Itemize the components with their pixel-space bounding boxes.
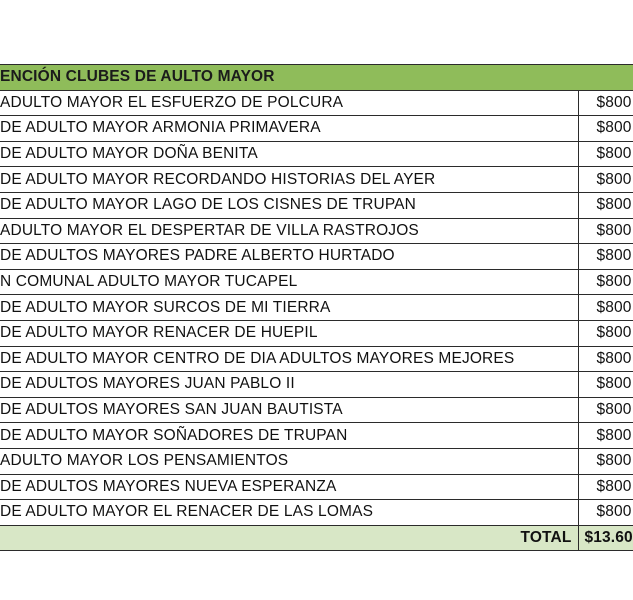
club-name-cell[interactable]: DE ADULTOS MAYORES NUEVA ESPERANZA [0,474,578,500]
club-name-cell[interactable]: N COMUNAL ADULTO MAYOR TUCAPEL [0,269,578,295]
club-name-cell[interactable]: DE ADULTO MAYOR DOÑA BENITA [0,141,578,167]
total-amount-cell[interactable]: $13.60 [578,525,633,551]
header-row [0,65,633,91]
club-name-cell[interactable]: ADULTO MAYOR LOS PENSAMIENTOS [0,448,578,474]
table-row [0,116,633,142]
club-name-cell[interactable]: DE ADULTO MAYOR ARMONIA PRIMAVERA [0,116,578,142]
total-label-cell[interactable]: TOTAL [0,525,578,551]
table-row [0,448,633,474]
table-row [0,218,633,244]
table-row [0,397,633,423]
club-name-cell[interactable]: DE ADULTOS MAYORES SAN JUAN BAUTISTA [0,397,578,423]
amount-cell[interactable]: $800 [578,474,633,500]
amount-cell[interactable]: $800 [578,423,633,449]
amount-cell[interactable]: $800 [578,244,633,270]
table-row [0,167,633,193]
amount-cell[interactable]: $800 [578,167,633,193]
club-name-cell[interactable]: DE ADULTOS MAYORES PADRE ALBERTO HURTADO [0,244,578,270]
club-name-cell[interactable]: DE ADULTO MAYOR EL RENACER DE LAS LOMAS [0,500,578,526]
table-row [0,320,633,346]
club-name-cell[interactable]: DE ADULTO MAYOR SURCOS DE MI TIERRA [0,295,578,321]
table-row [0,500,633,526]
table-row [0,269,633,295]
table-row [0,423,633,449]
spreadsheet-body [0,65,633,551]
amount-cell[interactable]: $800 [578,192,633,218]
table-row [0,90,633,116]
amount-cell[interactable]: $800 [578,372,633,398]
club-name-cell[interactable]: DE ADULTO MAYOR RENACER DE HUEPIL [0,320,578,346]
table-row [0,346,633,372]
club-name-cell[interactable]: DE ADULTOS MAYORES JUAN PABLO II [0,372,578,398]
table-row [0,474,633,500]
amount-cell[interactable]: $800 [578,448,633,474]
club-name-cell[interactable]: DE ADULTO MAYOR CENTRO DE DIA ADULTOS MAYORES MEJORES [0,346,578,372]
header-cell[interactable]: ENCIÓN CLUBES DE AULTO MAYOR [0,65,633,91]
amount-cell[interactable]: $800 [578,397,633,423]
amount-cell[interactable]: $800 [578,500,633,526]
table-row [0,372,633,398]
amount-cell[interactable]: $800 [578,141,633,167]
table-row [0,141,633,167]
amount-cell[interactable]: $800 [578,116,633,142]
amount-cell[interactable]: $800 [578,218,633,244]
amount-cell[interactable]: $800 [578,90,633,116]
amount-cell[interactable]: $800 [578,269,633,295]
table-row [0,192,633,218]
total-row [0,525,633,551]
amount-cell[interactable]: $800 [578,346,633,372]
table-row [0,244,633,270]
table-row [0,295,633,321]
club-name-cell[interactable]: DE ADULTO MAYOR SOÑADORES DE TRUPAN [0,423,578,449]
club-name-cell[interactable]: DE ADULTO MAYOR LAGO DE LOS CISNES DE TRUPAN [0,192,578,218]
amount-cell[interactable]: $800 [578,295,633,321]
spreadsheet-table [0,64,633,551]
club-name-cell[interactable]: DE ADULTO MAYOR RECORDANDO HISTORIAS DEL AYER [0,167,578,193]
club-name-cell[interactable]: ADULTO MAYOR EL DESPERTAR DE VILLA RASTROJOS [0,218,578,244]
amount-cell[interactable]: $800 [578,320,633,346]
club-name-cell[interactable]: ADULTO MAYOR EL ESFUERZO DE POLCURA [0,90,578,116]
